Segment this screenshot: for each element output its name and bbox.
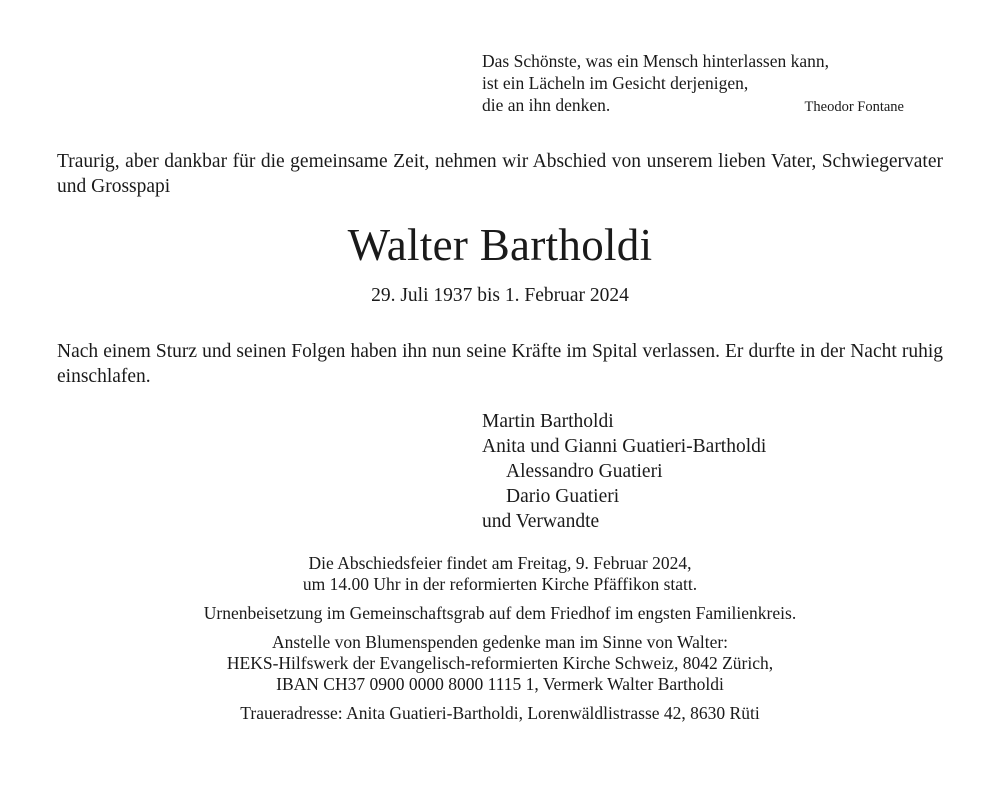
mourner-name: Alessandro Guatieri xyxy=(506,461,663,482)
mourning-address xyxy=(0,703,1000,724)
burial-line: Urnenbeisetzung im Gemeinschaftsgrab auf dem Friedhof im engsten Familienkreis. xyxy=(203,603,797,623)
ceremony-details xyxy=(0,553,1000,732)
death-message: Nach einem Sturz und seinen Folgen haben ihn nun seine Kräfte im Spital verlassen. Er durfte in der Nacht ruhig einschlafen. xyxy=(57,341,943,387)
mourner-name: Martin Bartholdi xyxy=(482,411,614,432)
donation-line: HEKS-Hilfswerk der Evangelisch-reformierten Kirche Schweiz, 8042 Zürich, xyxy=(226,653,774,673)
ceremony-info xyxy=(0,553,1000,595)
deceased-name: Walter Bartholdi xyxy=(347,220,653,270)
quote-last-row xyxy=(482,94,904,118)
intro-text: Traurig, aber dankbar für die gemeinsame Zeit, nehmen wir Abschied von unserem lieben Vater, Schwiegervater und Grosspapi xyxy=(57,151,943,197)
donation-line: IBAN CH37 0900 0000 8000 1115 1, Vermerk Walter Bartholdi xyxy=(276,674,724,694)
mourner-name: und Verwandte xyxy=(482,511,600,532)
life-dates: 29. Juli 1937 bis 1. Februar 2024 xyxy=(371,285,629,306)
ceremony-line: Die Abschiedsfeier findet am Freitag, 9. Februar 2024, xyxy=(308,553,692,573)
mourners-list xyxy=(482,409,922,534)
address-line: Traueradresse: Anita Guatieri-Bartholdi, Lorenwäldlistrasse 42, 8630 Rüti xyxy=(240,703,760,723)
donation-line: Anstelle von Blumenspenden gedenke man im Sinne von Walter: xyxy=(271,632,729,652)
quote-line: Das Schönste, was ein Mensch hinterlassen kann, xyxy=(482,51,830,71)
burial-info xyxy=(0,603,1000,624)
epigraph-quote xyxy=(482,50,904,118)
quote-line: ist ein Lächeln im Gesicht derjenigen, xyxy=(482,73,749,93)
mourner-name: Anita und Gianni Guatieri-Bartholdi xyxy=(482,436,767,457)
ceremony-line: um 14.00 Uhr in der reformierten Kirche Pfäffikon statt. xyxy=(302,574,698,594)
donation-info xyxy=(0,632,1000,695)
quote-author: Theodor Fontane xyxy=(804,99,904,115)
mourner-name: Dario Guatieri xyxy=(506,486,620,507)
quote-line: die an ihn denken. xyxy=(482,95,611,115)
